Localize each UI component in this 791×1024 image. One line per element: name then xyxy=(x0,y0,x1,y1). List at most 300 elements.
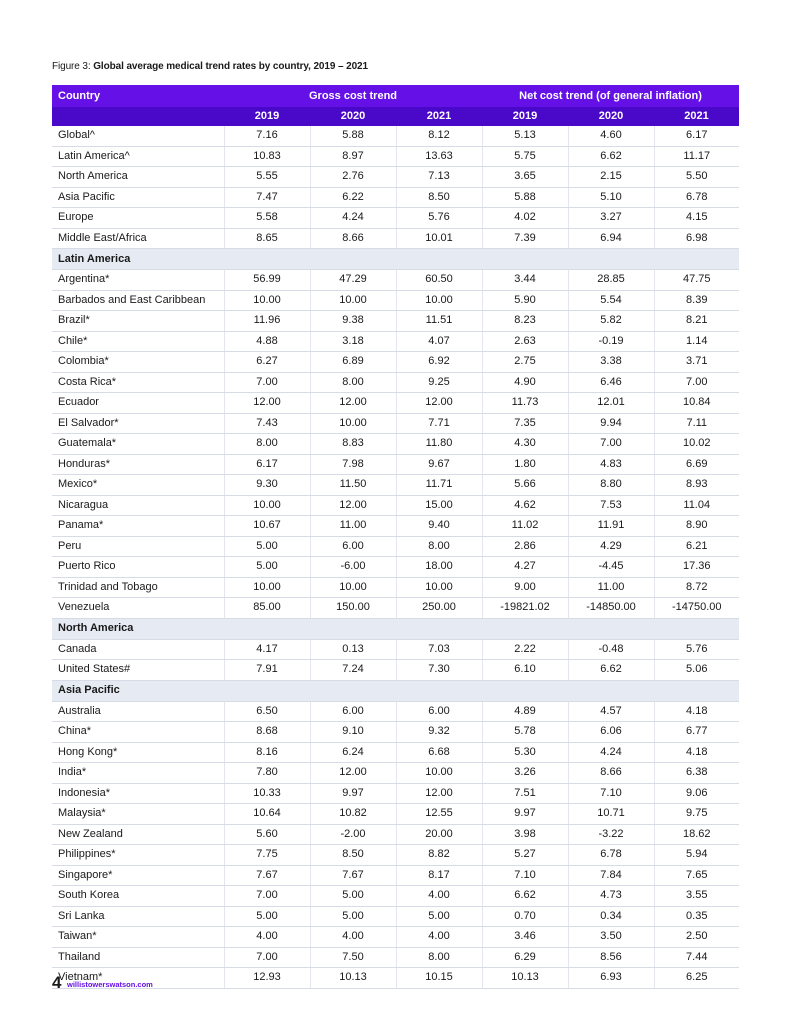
value-cell: -19821.02 xyxy=(482,598,568,619)
value-cell: 4.62 xyxy=(482,495,568,516)
value-cell: 8.21 xyxy=(654,311,739,332)
year-header: 2020 xyxy=(568,107,654,126)
table-row xyxy=(52,906,739,927)
value-cell: 60.50 xyxy=(396,270,482,291)
value-cell: 7.13 xyxy=(396,167,482,188)
value-cell: 6.92 xyxy=(396,352,482,373)
value-cell: 4.89 xyxy=(482,701,568,722)
value-cell: 9.97 xyxy=(310,783,396,804)
country-name-cell: Guatemala* xyxy=(52,434,224,455)
value-cell: 8.97 xyxy=(310,146,396,167)
value-cell: 12.00 xyxy=(396,393,482,414)
value-cell: 0.13 xyxy=(310,639,396,660)
value-cell: 12.93 xyxy=(224,968,310,989)
value-cell: -4.45 xyxy=(568,557,654,578)
value-cell: 9.97 xyxy=(482,804,568,825)
table-row xyxy=(52,804,739,825)
value-cell: 9.10 xyxy=(310,722,396,743)
value-cell: 11.02 xyxy=(482,516,568,537)
value-cell: 4.88 xyxy=(224,331,310,352)
value-cell: 5.00 xyxy=(224,536,310,557)
section-title: Latin America xyxy=(52,249,739,270)
table-row xyxy=(52,228,739,249)
gross-cost-header: Gross cost trend xyxy=(224,85,482,107)
country-name-cell: Sri Lanka xyxy=(52,906,224,927)
value-cell: -2.00 xyxy=(310,824,396,845)
page-number: 4 xyxy=(52,973,62,992)
year-header: 2021 xyxy=(654,107,739,126)
table-row xyxy=(52,783,739,804)
value-cell: 10.13 xyxy=(310,968,396,989)
value-cell: 5.76 xyxy=(396,208,482,229)
table-row xyxy=(52,413,739,434)
value-cell: 11.91 xyxy=(568,516,654,537)
country-name-cell: Middle East/Africa xyxy=(52,228,224,249)
value-cell: 5.90 xyxy=(482,290,568,311)
value-cell: 3.26 xyxy=(482,763,568,784)
value-cell: 4.00 xyxy=(310,927,396,948)
table-row xyxy=(52,495,739,516)
year-header: 2019 xyxy=(224,107,310,126)
country-name-cell: Argentina* xyxy=(52,270,224,291)
value-cell: 6.17 xyxy=(224,454,310,475)
table-row xyxy=(52,557,739,578)
table-row xyxy=(52,722,739,743)
country-column-header: Country xyxy=(52,85,224,107)
value-cell: 4.27 xyxy=(482,557,568,578)
value-cell: 12.55 xyxy=(396,804,482,825)
section-header-row xyxy=(52,680,739,701)
value-cell: 1.14 xyxy=(654,331,739,352)
value-cell: 6.69 xyxy=(654,454,739,475)
value-cell: 9.75 xyxy=(654,804,739,825)
country-name-cell: Nicaragua xyxy=(52,495,224,516)
table-row xyxy=(52,475,739,496)
value-cell: 7.65 xyxy=(654,865,739,886)
table-row xyxy=(52,763,739,784)
value-cell: 7.51 xyxy=(482,783,568,804)
value-cell: -14850.00 xyxy=(568,598,654,619)
value-cell: 10.67 xyxy=(224,516,310,537)
value-cell: 10.13 xyxy=(482,968,568,989)
value-cell: 5.13 xyxy=(482,126,568,146)
value-cell: 6.78 xyxy=(654,187,739,208)
value-cell: 7.39 xyxy=(482,228,568,249)
value-cell: 7.11 xyxy=(654,413,739,434)
value-cell: 85.00 xyxy=(224,598,310,619)
value-cell: 7.71 xyxy=(396,413,482,434)
value-cell: 4.60 xyxy=(568,126,654,146)
value-cell: 6.46 xyxy=(568,372,654,393)
value-cell: 9.94 xyxy=(568,413,654,434)
value-cell: 20.00 xyxy=(396,824,482,845)
value-cell: 2.50 xyxy=(654,927,739,948)
value-cell: 3.55 xyxy=(654,886,739,907)
value-cell: 6.27 xyxy=(224,352,310,373)
value-cell: 8.50 xyxy=(396,187,482,208)
country-name-cell: Singapore* xyxy=(52,865,224,886)
value-cell: 5.30 xyxy=(482,742,568,763)
value-cell: 6.50 xyxy=(224,701,310,722)
value-cell: 6.93 xyxy=(568,968,654,989)
value-cell: 9.38 xyxy=(310,311,396,332)
value-cell: 5.78 xyxy=(482,722,568,743)
value-cell: 11.17 xyxy=(654,146,739,167)
value-cell: 5.58 xyxy=(224,208,310,229)
value-cell: 7.00 xyxy=(654,372,739,393)
value-cell: 7.47 xyxy=(224,187,310,208)
value-cell: 6.00 xyxy=(310,536,396,557)
value-cell: 8.00 xyxy=(224,434,310,455)
value-cell: 7.00 xyxy=(568,434,654,455)
value-cell: 150.00 xyxy=(310,598,396,619)
table-row xyxy=(52,290,739,311)
value-cell: 2.76 xyxy=(310,167,396,188)
country-name-cell: Mexico* xyxy=(52,475,224,496)
country-name-cell: Honduras* xyxy=(52,454,224,475)
value-cell: 5.54 xyxy=(568,290,654,311)
table-row xyxy=(52,865,739,886)
value-cell: 28.85 xyxy=(568,270,654,291)
value-cell: 9.32 xyxy=(396,722,482,743)
value-cell: 4.90 xyxy=(482,372,568,393)
value-cell: 12.01 xyxy=(568,393,654,414)
table-row xyxy=(52,187,739,208)
value-cell: 8.66 xyxy=(568,763,654,784)
value-cell: 6.77 xyxy=(654,722,739,743)
value-cell: 6.89 xyxy=(310,352,396,373)
value-cell: 9.67 xyxy=(396,454,482,475)
value-cell: 6.62 xyxy=(568,660,654,681)
value-cell: 7.10 xyxy=(568,783,654,804)
value-cell: -3.22 xyxy=(568,824,654,845)
country-name-cell: Peru xyxy=(52,536,224,557)
table-row xyxy=(52,372,739,393)
country-name-cell: China* xyxy=(52,722,224,743)
value-cell: -14750.00 xyxy=(654,598,739,619)
value-cell: 9.25 xyxy=(396,372,482,393)
value-cell: 5.75 xyxy=(482,146,568,167)
value-cell: 6.06 xyxy=(568,722,654,743)
value-cell: 12.00 xyxy=(310,393,396,414)
value-cell: 8.00 xyxy=(310,372,396,393)
value-cell: 10.00 xyxy=(224,495,310,516)
figure-title: Global average medical trend rates by country, 2019 – 2021 xyxy=(93,61,368,72)
value-cell: 7.98 xyxy=(310,454,396,475)
value-cell: 7.16 xyxy=(224,126,310,146)
value-cell: 11.71 xyxy=(396,475,482,496)
value-cell: 47.29 xyxy=(310,270,396,291)
table-row xyxy=(52,454,739,475)
table-row xyxy=(52,639,739,660)
value-cell: 8.83 xyxy=(310,434,396,455)
value-cell: 6.68 xyxy=(396,742,482,763)
table-row xyxy=(52,434,739,455)
country-name-cell: Global^ xyxy=(52,126,224,146)
country-name-cell: Costa Rica* xyxy=(52,372,224,393)
country-name-cell: Trinidad and Tobago xyxy=(52,577,224,598)
table-row xyxy=(52,886,739,907)
value-cell: 7.10 xyxy=(482,865,568,886)
year-header: 2020 xyxy=(310,107,396,126)
value-cell: 2.15 xyxy=(568,167,654,188)
value-cell: 6.00 xyxy=(310,701,396,722)
value-cell: 7.84 xyxy=(568,865,654,886)
value-cell: 4.24 xyxy=(568,742,654,763)
value-cell: 5.76 xyxy=(654,639,739,660)
value-cell: 12.00 xyxy=(310,763,396,784)
value-cell: 5.00 xyxy=(310,886,396,907)
value-cell: 5.50 xyxy=(654,167,739,188)
value-cell: 18.62 xyxy=(654,824,739,845)
value-cell: 10.00 xyxy=(310,290,396,311)
value-cell: -6.00 xyxy=(310,557,396,578)
value-cell: 13.63 xyxy=(396,146,482,167)
value-cell: 4.83 xyxy=(568,454,654,475)
country-name-cell: Asia Pacific xyxy=(52,187,224,208)
value-cell: 10.64 xyxy=(224,804,310,825)
value-cell: 6.62 xyxy=(482,886,568,907)
country-name-cell: Malaysia* xyxy=(52,804,224,825)
value-cell: 10.02 xyxy=(654,434,739,455)
section-header-row xyxy=(52,249,739,270)
value-cell: 10.00 xyxy=(396,290,482,311)
value-cell: 1.80 xyxy=(482,454,568,475)
value-cell: 10.00 xyxy=(224,577,310,598)
value-cell: 10.00 xyxy=(396,763,482,784)
value-cell: 11.00 xyxy=(310,516,396,537)
value-cell: 8.00 xyxy=(396,536,482,557)
table-row xyxy=(52,536,739,557)
year-header: 2019 xyxy=(482,107,568,126)
value-cell: 10.01 xyxy=(396,228,482,249)
value-cell: 11.04 xyxy=(654,495,739,516)
value-cell: 9.00 xyxy=(482,577,568,598)
value-cell: 4.57 xyxy=(568,701,654,722)
country-name-cell: Hong Kong* xyxy=(52,742,224,763)
value-cell: 3.44 xyxy=(482,270,568,291)
table-row xyxy=(52,126,739,146)
year-header-spacer xyxy=(52,107,224,126)
value-cell: 9.40 xyxy=(396,516,482,537)
value-cell: 8.72 xyxy=(654,577,739,598)
value-cell: 7.30 xyxy=(396,660,482,681)
medical-trend-table xyxy=(52,85,739,989)
value-cell: 5.06 xyxy=(654,660,739,681)
value-cell: 8.82 xyxy=(396,845,482,866)
value-cell: 47.75 xyxy=(654,270,739,291)
value-cell: 0.34 xyxy=(568,906,654,927)
section-header-row xyxy=(52,618,739,639)
value-cell: 6.78 xyxy=(568,845,654,866)
value-cell: 5.60 xyxy=(224,824,310,845)
value-cell: 11.73 xyxy=(482,393,568,414)
value-cell: 12.00 xyxy=(224,393,310,414)
value-cell: 6.17 xyxy=(654,126,739,146)
value-cell: 6.25 xyxy=(654,968,739,989)
footer-url-link[interactable]: willistowerswatson.com xyxy=(67,980,153,989)
value-cell: 8.16 xyxy=(224,742,310,763)
value-cell: 11.80 xyxy=(396,434,482,455)
value-cell: 4.00 xyxy=(396,886,482,907)
section-title: Asia Pacific xyxy=(52,680,739,701)
value-cell: 2.75 xyxy=(482,352,568,373)
table-row xyxy=(52,824,739,845)
value-cell: 8.50 xyxy=(310,845,396,866)
value-cell: 7.53 xyxy=(568,495,654,516)
country-name-cell: Chile* xyxy=(52,331,224,352)
table-row xyxy=(52,660,739,681)
value-cell: 11.96 xyxy=(224,311,310,332)
table-row xyxy=(52,947,739,968)
value-cell: 10.00 xyxy=(396,577,482,598)
value-cell: 6.38 xyxy=(654,763,739,784)
country-name-cell: Thailand xyxy=(52,947,224,968)
country-name-cell: Colombia* xyxy=(52,352,224,373)
value-cell: 3.27 xyxy=(568,208,654,229)
value-cell: 3.18 xyxy=(310,331,396,352)
country-name-cell: United States# xyxy=(52,660,224,681)
value-cell: 5.00 xyxy=(224,906,310,927)
year-header: 2021 xyxy=(396,107,482,126)
country-name-cell: Puerto Rico xyxy=(52,557,224,578)
value-cell: 5.94 xyxy=(654,845,739,866)
value-cell: 3.65 xyxy=(482,167,568,188)
value-cell: 12.00 xyxy=(310,495,396,516)
value-cell: 6.00 xyxy=(396,701,482,722)
value-cell: 0.35 xyxy=(654,906,739,927)
value-cell: 6.62 xyxy=(568,146,654,167)
value-cell: 2.63 xyxy=(482,331,568,352)
value-cell: 10.82 xyxy=(310,804,396,825)
country-name-cell: Australia xyxy=(52,701,224,722)
value-cell: 4.00 xyxy=(396,927,482,948)
table-row xyxy=(52,742,739,763)
value-cell: 5.66 xyxy=(482,475,568,496)
value-cell: 8.80 xyxy=(568,475,654,496)
country-name-cell: Canada xyxy=(52,639,224,660)
value-cell: 4.15 xyxy=(654,208,739,229)
value-cell: 10.33 xyxy=(224,783,310,804)
table-row xyxy=(52,393,739,414)
value-cell: 6.22 xyxy=(310,187,396,208)
value-cell: 8.90 xyxy=(654,516,739,537)
section-title: North America xyxy=(52,618,739,639)
value-cell: 7.43 xyxy=(224,413,310,434)
value-cell: 4.18 xyxy=(654,742,739,763)
value-cell: 2.22 xyxy=(482,639,568,660)
value-cell: 6.94 xyxy=(568,228,654,249)
value-cell: 7.67 xyxy=(310,865,396,886)
country-name-cell: Panama* xyxy=(52,516,224,537)
year-header-row xyxy=(52,107,739,126)
table-body xyxy=(52,126,739,988)
value-cell: 15.00 xyxy=(396,495,482,516)
value-cell: 6.29 xyxy=(482,947,568,968)
value-cell: 5.00 xyxy=(224,557,310,578)
value-cell: 10.71 xyxy=(568,804,654,825)
table-row xyxy=(52,598,739,619)
value-cell: 9.06 xyxy=(654,783,739,804)
table-row xyxy=(52,331,739,352)
table-row xyxy=(52,167,739,188)
value-cell: 8.12 xyxy=(396,126,482,146)
value-cell: 11.00 xyxy=(568,577,654,598)
country-name-cell: Taiwan* xyxy=(52,927,224,948)
value-cell: 7.50 xyxy=(310,947,396,968)
value-cell: 4.17 xyxy=(224,639,310,660)
value-cell: 250.00 xyxy=(396,598,482,619)
value-cell: -0.48 xyxy=(568,639,654,660)
value-cell: 8.23 xyxy=(482,311,568,332)
table-row xyxy=(52,845,739,866)
value-cell: 11.51 xyxy=(396,311,482,332)
country-name-cell: El Salvador* xyxy=(52,413,224,434)
value-cell: 8.68 xyxy=(224,722,310,743)
table-row xyxy=(52,270,739,291)
value-cell: 3.98 xyxy=(482,824,568,845)
value-cell: 7.00 xyxy=(224,947,310,968)
value-cell: 10.15 xyxy=(396,968,482,989)
value-cell: 10.00 xyxy=(224,290,310,311)
value-cell: 7.35 xyxy=(482,413,568,434)
value-cell: 4.29 xyxy=(568,536,654,557)
value-cell: 7.67 xyxy=(224,865,310,886)
table-row xyxy=(52,146,739,167)
value-cell: 5.00 xyxy=(396,906,482,927)
country-name-cell: Latin America^ xyxy=(52,146,224,167)
value-cell: 4.18 xyxy=(654,701,739,722)
value-cell: 3.50 xyxy=(568,927,654,948)
value-cell: 4.02 xyxy=(482,208,568,229)
value-cell: 4.30 xyxy=(482,434,568,455)
country-name-cell: India* xyxy=(52,763,224,784)
country-name-cell: Vietnam* xyxy=(52,968,224,989)
value-cell: 2.86 xyxy=(482,536,568,557)
value-cell: 4.07 xyxy=(396,331,482,352)
country-name-cell: Venezuela xyxy=(52,598,224,619)
value-cell: 9.30 xyxy=(224,475,310,496)
value-cell: 7.80 xyxy=(224,763,310,784)
value-cell: 8.17 xyxy=(396,865,482,886)
value-cell: 5.88 xyxy=(310,126,396,146)
value-cell: 5.88 xyxy=(482,187,568,208)
value-cell: 3.38 xyxy=(568,352,654,373)
value-cell: 10.84 xyxy=(654,393,739,414)
country-name-cell: North America xyxy=(52,167,224,188)
value-cell: 8.93 xyxy=(654,475,739,496)
figure-label: Figure 3: xyxy=(52,61,94,72)
value-cell: 5.82 xyxy=(568,311,654,332)
value-cell: 5.27 xyxy=(482,845,568,866)
country-name-cell: Brazil* xyxy=(52,311,224,332)
table-row xyxy=(52,208,739,229)
table-row xyxy=(52,577,739,598)
country-name-cell: Philippines* xyxy=(52,845,224,866)
value-cell: -0.19 xyxy=(568,331,654,352)
value-cell: 17.36 xyxy=(654,557,739,578)
value-cell: 8.56 xyxy=(568,947,654,968)
value-cell: 7.03 xyxy=(396,639,482,660)
country-name-cell: New Zealand xyxy=(52,824,224,845)
value-cell: 6.10 xyxy=(482,660,568,681)
value-cell: 12.00 xyxy=(396,783,482,804)
value-cell: 7.91 xyxy=(224,660,310,681)
value-cell: 8.39 xyxy=(654,290,739,311)
value-cell: 10.00 xyxy=(310,577,396,598)
value-cell: 6.24 xyxy=(310,742,396,763)
country-name-cell: Barbados and East Caribbean xyxy=(52,290,224,311)
